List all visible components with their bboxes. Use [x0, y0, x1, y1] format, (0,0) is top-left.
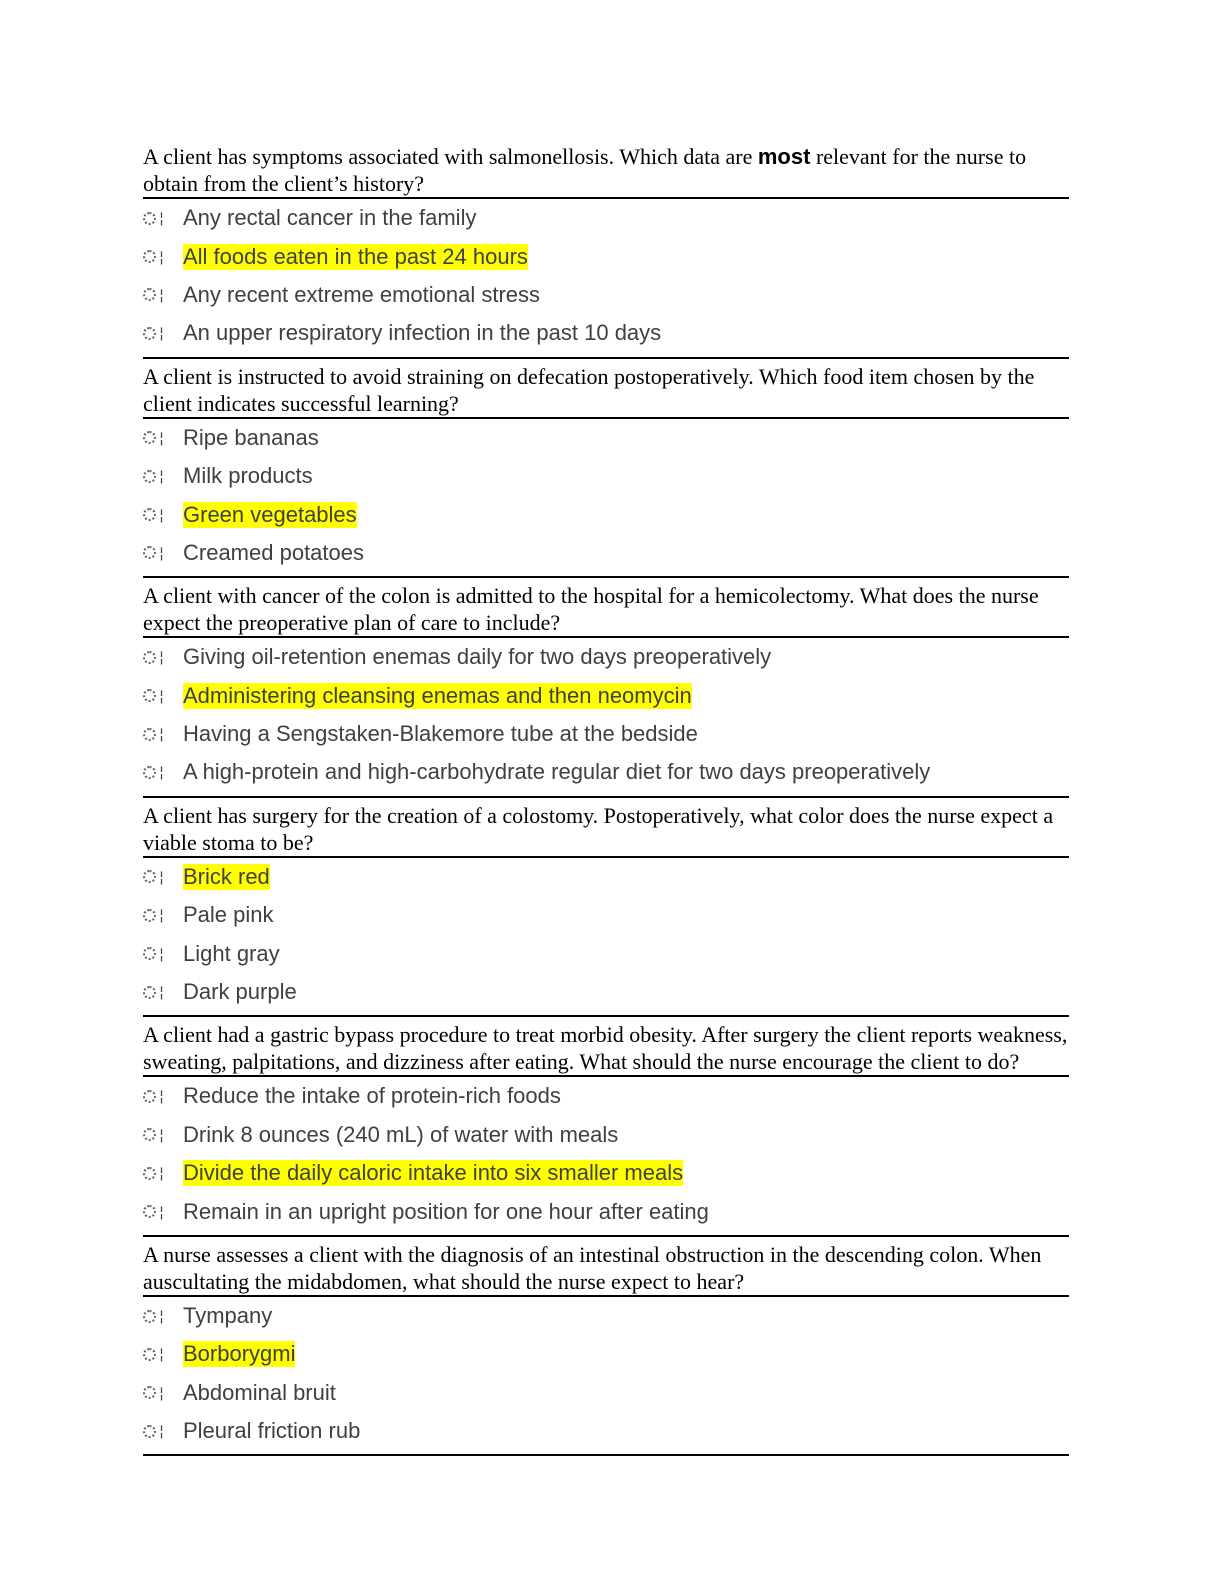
answer-option[interactable]: [143, 276, 1069, 314]
question-stem: A client had a gastric bypass procedure to treat morbid obesity. After surgery the client reports weakness, sweating, palpitations, and dizziness after eating. What should the nurse encourage the client to do?: [143, 1021, 1069, 1077]
answer-option[interactable]: [143, 934, 1069, 972]
question-block: [143, 143, 1069, 359]
answer-option[interactable]: [143, 677, 1069, 715]
option-label: A high-protein and high-carbohydrate regular diet for two days preoperatively: [183, 759, 931, 785]
answer-option[interactable]: [143, 495, 1069, 533]
option-label: Drink 8 ounces (240 mL) of water with meals: [183, 1121, 619, 1147]
option-label: Creamed potatoes: [183, 539, 364, 565]
answer-options: [143, 858, 1069, 1012]
radio-unselected-icon[interactable]: ¦: [143, 467, 183, 485]
answer-option[interactable]: [143, 314, 1069, 352]
option-label: Reduce the intake of protein-rich foods: [183, 1083, 561, 1109]
answer-options: [143, 638, 1069, 792]
question-emphasis: most: [757, 144, 811, 169]
radio-unselected-icon[interactable]: ¦: [143, 544, 183, 562]
option-label: Administering cleansing enemas and then neomycin: [183, 682, 692, 708]
document-page: [143, 143, 1069, 1460]
answer-option[interactable]: [143, 237, 1069, 275]
radio-unselected-icon[interactable]: ¦: [143, 1087, 183, 1105]
option-label: Remain in an upright position for one hour after eating: [183, 1198, 709, 1224]
option-label: Any rectal cancer in the family: [183, 205, 477, 231]
question-block: [143, 802, 1069, 1018]
answer-option[interactable]: [143, 199, 1069, 237]
answer-option[interactable]: [143, 534, 1069, 572]
question-text: A client has symptoms associated with salmonellosis. Which data are: [143, 144, 758, 169]
answer-option[interactable]: [143, 1116, 1069, 1154]
radio-unselected-icon[interactable]: ¦: [143, 286, 183, 304]
radio-unselected-icon[interactable]: ¦: [143, 429, 183, 447]
question-block: [143, 1241, 1069, 1457]
question-stem: A client is instructed to avoid straining on defecation postoperatively. Which food item chosen by the client indicates successful learning?: [143, 363, 1069, 419]
option-label: Ripe bananas: [183, 424, 319, 450]
answer-options: [143, 1077, 1069, 1231]
answer-option[interactable]: [143, 419, 1069, 457]
option-label: Brick red: [183, 863, 270, 889]
option-label: Having a Sengstaken-Blakemore tube at the bedside: [183, 721, 698, 747]
answer-option[interactable]: [143, 457, 1069, 495]
option-label: An upper respiratory infection in the past 10 days: [183, 320, 662, 346]
radio-unselected-icon[interactable]: ¦: [143, 1203, 183, 1221]
answer-option[interactable]: [143, 896, 1069, 934]
question-stem: A client with cancer of the colon is admitted to the hospital for a hemicolectomy. What does the nurse expect the preoperative plan of care to include?: [143, 582, 1069, 638]
option-label: Pale pink: [183, 902, 274, 928]
answer-option[interactable]: [143, 638, 1069, 676]
answer-option[interactable]: [143, 715, 1069, 753]
radio-unselected-icon[interactable]: ¦: [143, 945, 183, 963]
option-label: Divide the daily caloric intake into six smaller meals: [183, 1160, 684, 1186]
option-label: Giving oil-retention enemas daily for two days preoperatively: [183, 644, 772, 670]
option-label: Dark purple: [183, 979, 297, 1005]
question-stem: A nurse assesses a client with the diagnosis of an intestinal obstruction in the descending colon. When auscultating the midabdomen, what should the nurse expect to hear?: [143, 1241, 1069, 1297]
radio-unselected-icon[interactable]: ¦: [143, 1307, 183, 1325]
answer-options: [143, 1297, 1069, 1451]
answer-option[interactable]: [143, 1297, 1069, 1335]
radio-unselected-icon[interactable]: ¦: [143, 1422, 183, 1440]
radio-unselected-icon[interactable]: ¦: [143, 1126, 183, 1144]
option-label: Any recent extreme emotional stress: [183, 281, 541, 307]
answer-option[interactable]: [143, 1154, 1069, 1192]
question-text: relevant for the nurse to obtain from the client’s history?: [143, 144, 1027, 196]
question-block: [143, 363, 1069, 579]
option-label: Tympany: [183, 1303, 273, 1328]
radio-unselected-icon[interactable]: ¦: [143, 506, 183, 524]
radio-unselected-icon[interactable]: ¦: [143, 906, 183, 924]
radio-unselected-icon[interactable]: ¦: [143, 209, 183, 227]
radio-unselected-icon[interactable]: ¦: [143, 763, 183, 781]
option-label: All foods eaten in the past 24 hours: [183, 243, 528, 269]
answer-options: [143, 199, 1069, 353]
radio-unselected-icon[interactable]: ¦: [143, 725, 183, 743]
answer-options: [143, 419, 1069, 573]
radio-unselected-icon[interactable]: ¦: [143, 687, 183, 705]
answer-option[interactable]: [143, 753, 1069, 791]
radio-unselected-icon[interactable]: ¦: [143, 983, 183, 1001]
option-label: Pleural friction rub: [183, 1418, 361, 1444]
radio-unselected-icon[interactable]: ¦: [143, 248, 183, 266]
option-label: Abdominal bruit: [183, 1379, 336, 1405]
question-stem: A client has surgery for the creation of a colostomy. Postoperatively, what color does the nurse expect a viable stoma to be?: [143, 802, 1069, 858]
option-label: Borborygmi: [183, 1341, 296, 1367]
question-stem: [143, 143, 1069, 199]
answer-option[interactable]: [143, 1077, 1069, 1115]
radio-unselected-icon[interactable]: ¦: [143, 1164, 183, 1182]
question-block: [143, 582, 1069, 798]
answer-option[interactable]: [143, 1374, 1069, 1412]
answer-option[interactable]: [143, 1192, 1069, 1230]
answer-option[interactable]: [143, 858, 1069, 896]
answer-option[interactable]: [143, 1412, 1069, 1450]
answer-option[interactable]: [143, 973, 1069, 1011]
radio-unselected-icon[interactable]: ¦: [143, 868, 183, 886]
radio-unselected-icon[interactable]: ¦: [143, 324, 183, 342]
answer-option[interactable]: [143, 1335, 1069, 1373]
option-label: Green vegetables: [183, 501, 357, 527]
radio-unselected-icon[interactable]: ¦: [143, 648, 183, 666]
radio-unselected-icon[interactable]: ¦: [143, 1345, 183, 1363]
question-block: [143, 1021, 1069, 1237]
radio-unselected-icon[interactable]: ¦: [143, 1384, 183, 1402]
option-label: Milk products: [183, 463, 313, 489]
option-label: Light gray: [183, 940, 280, 966]
